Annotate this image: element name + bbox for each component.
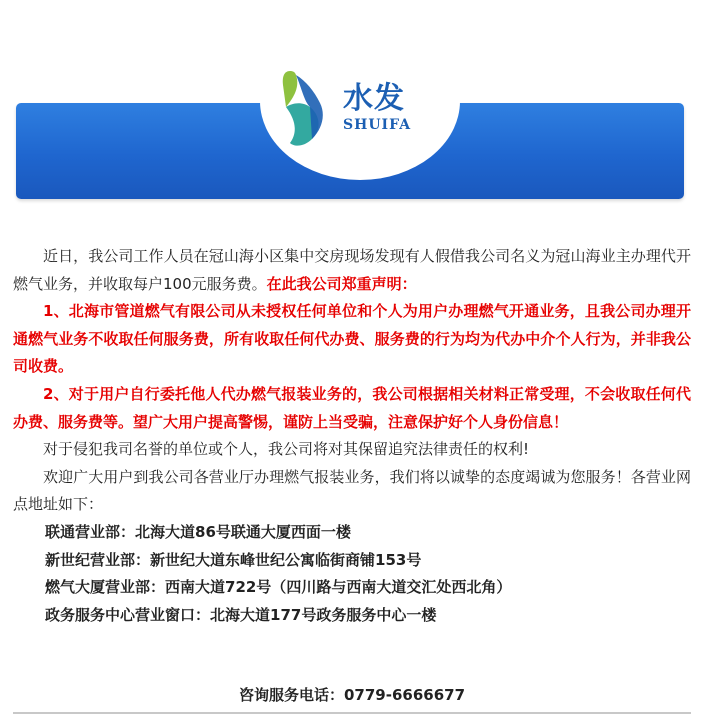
notice-rights: 对于侵犯我司名誉的单位或个人，我公司将对其保留追究法律责任的权利! <box>43 440 530 459</box>
notice-point-2: 2、对于用户自行委托他人代办燃气报装业务的，我公司根据相关材料正常受理，不会收取任何代办费、服务费等。望广大用户提高警惕，谨防上当受骗，注意保护好个人身份信息！ <box>13 384 691 431</box>
office-xinshiji: 新世纪营业部：新世纪大道东峰世纪公寓临街商铺153号 <box>45 550 422 569</box>
service-hotline: 咨询服务电话：0779-6666677 <box>238 686 466 704</box>
logo-chinese-name: 水发 <box>343 81 405 116</box>
office-lianto: 联通营业部：北海大道86号联通大厦西面一楼 <box>45 522 351 541</box>
office-zhengwu-center: 政务服务中心营业窗口：北海大道177号政务服务中心一楼 <box>45 605 437 624</box>
bottom-divider <box>13 712 691 714</box>
notice-intro <box>13 243 691 298</box>
notice-welcome: 欢迎广大用户到我公司各营业厅办理燃气报装业务，我们将以诚挚的态度竭诚为您服务！各营业网点地址如下： <box>13 467 691 514</box>
logo-english-name: SHUIFA <box>343 117 412 133</box>
notice-point-1: 1、北海市管道燃气有限公司从未授权任何单位和个人为用户办理燃气开通业务，且我公司办理开通燃气业务不收取任何服务费，所有收取任何代办费、服务费的行为均为代办中介个人行为，并非我公司收费。 <box>13 302 691 376</box>
shuifa-logo-icon <box>282 67 328 149</box>
office-ranqi-dasha: 燃气大厦营业部：西南大道722号（四川路与西南大道交汇处西北角） <box>45 578 512 597</box>
intro-emphasis: 在此我公司郑重声明： <box>266 274 417 293</box>
notice-body <box>13 243 691 629</box>
intro-text: 近日，我公司工作人员在冠山海小区集中交房现场发现有人假借我公司名义为冠山海业主办理代开燃气业务，并收取每户100元服务费。 <box>13 247 691 293</box>
